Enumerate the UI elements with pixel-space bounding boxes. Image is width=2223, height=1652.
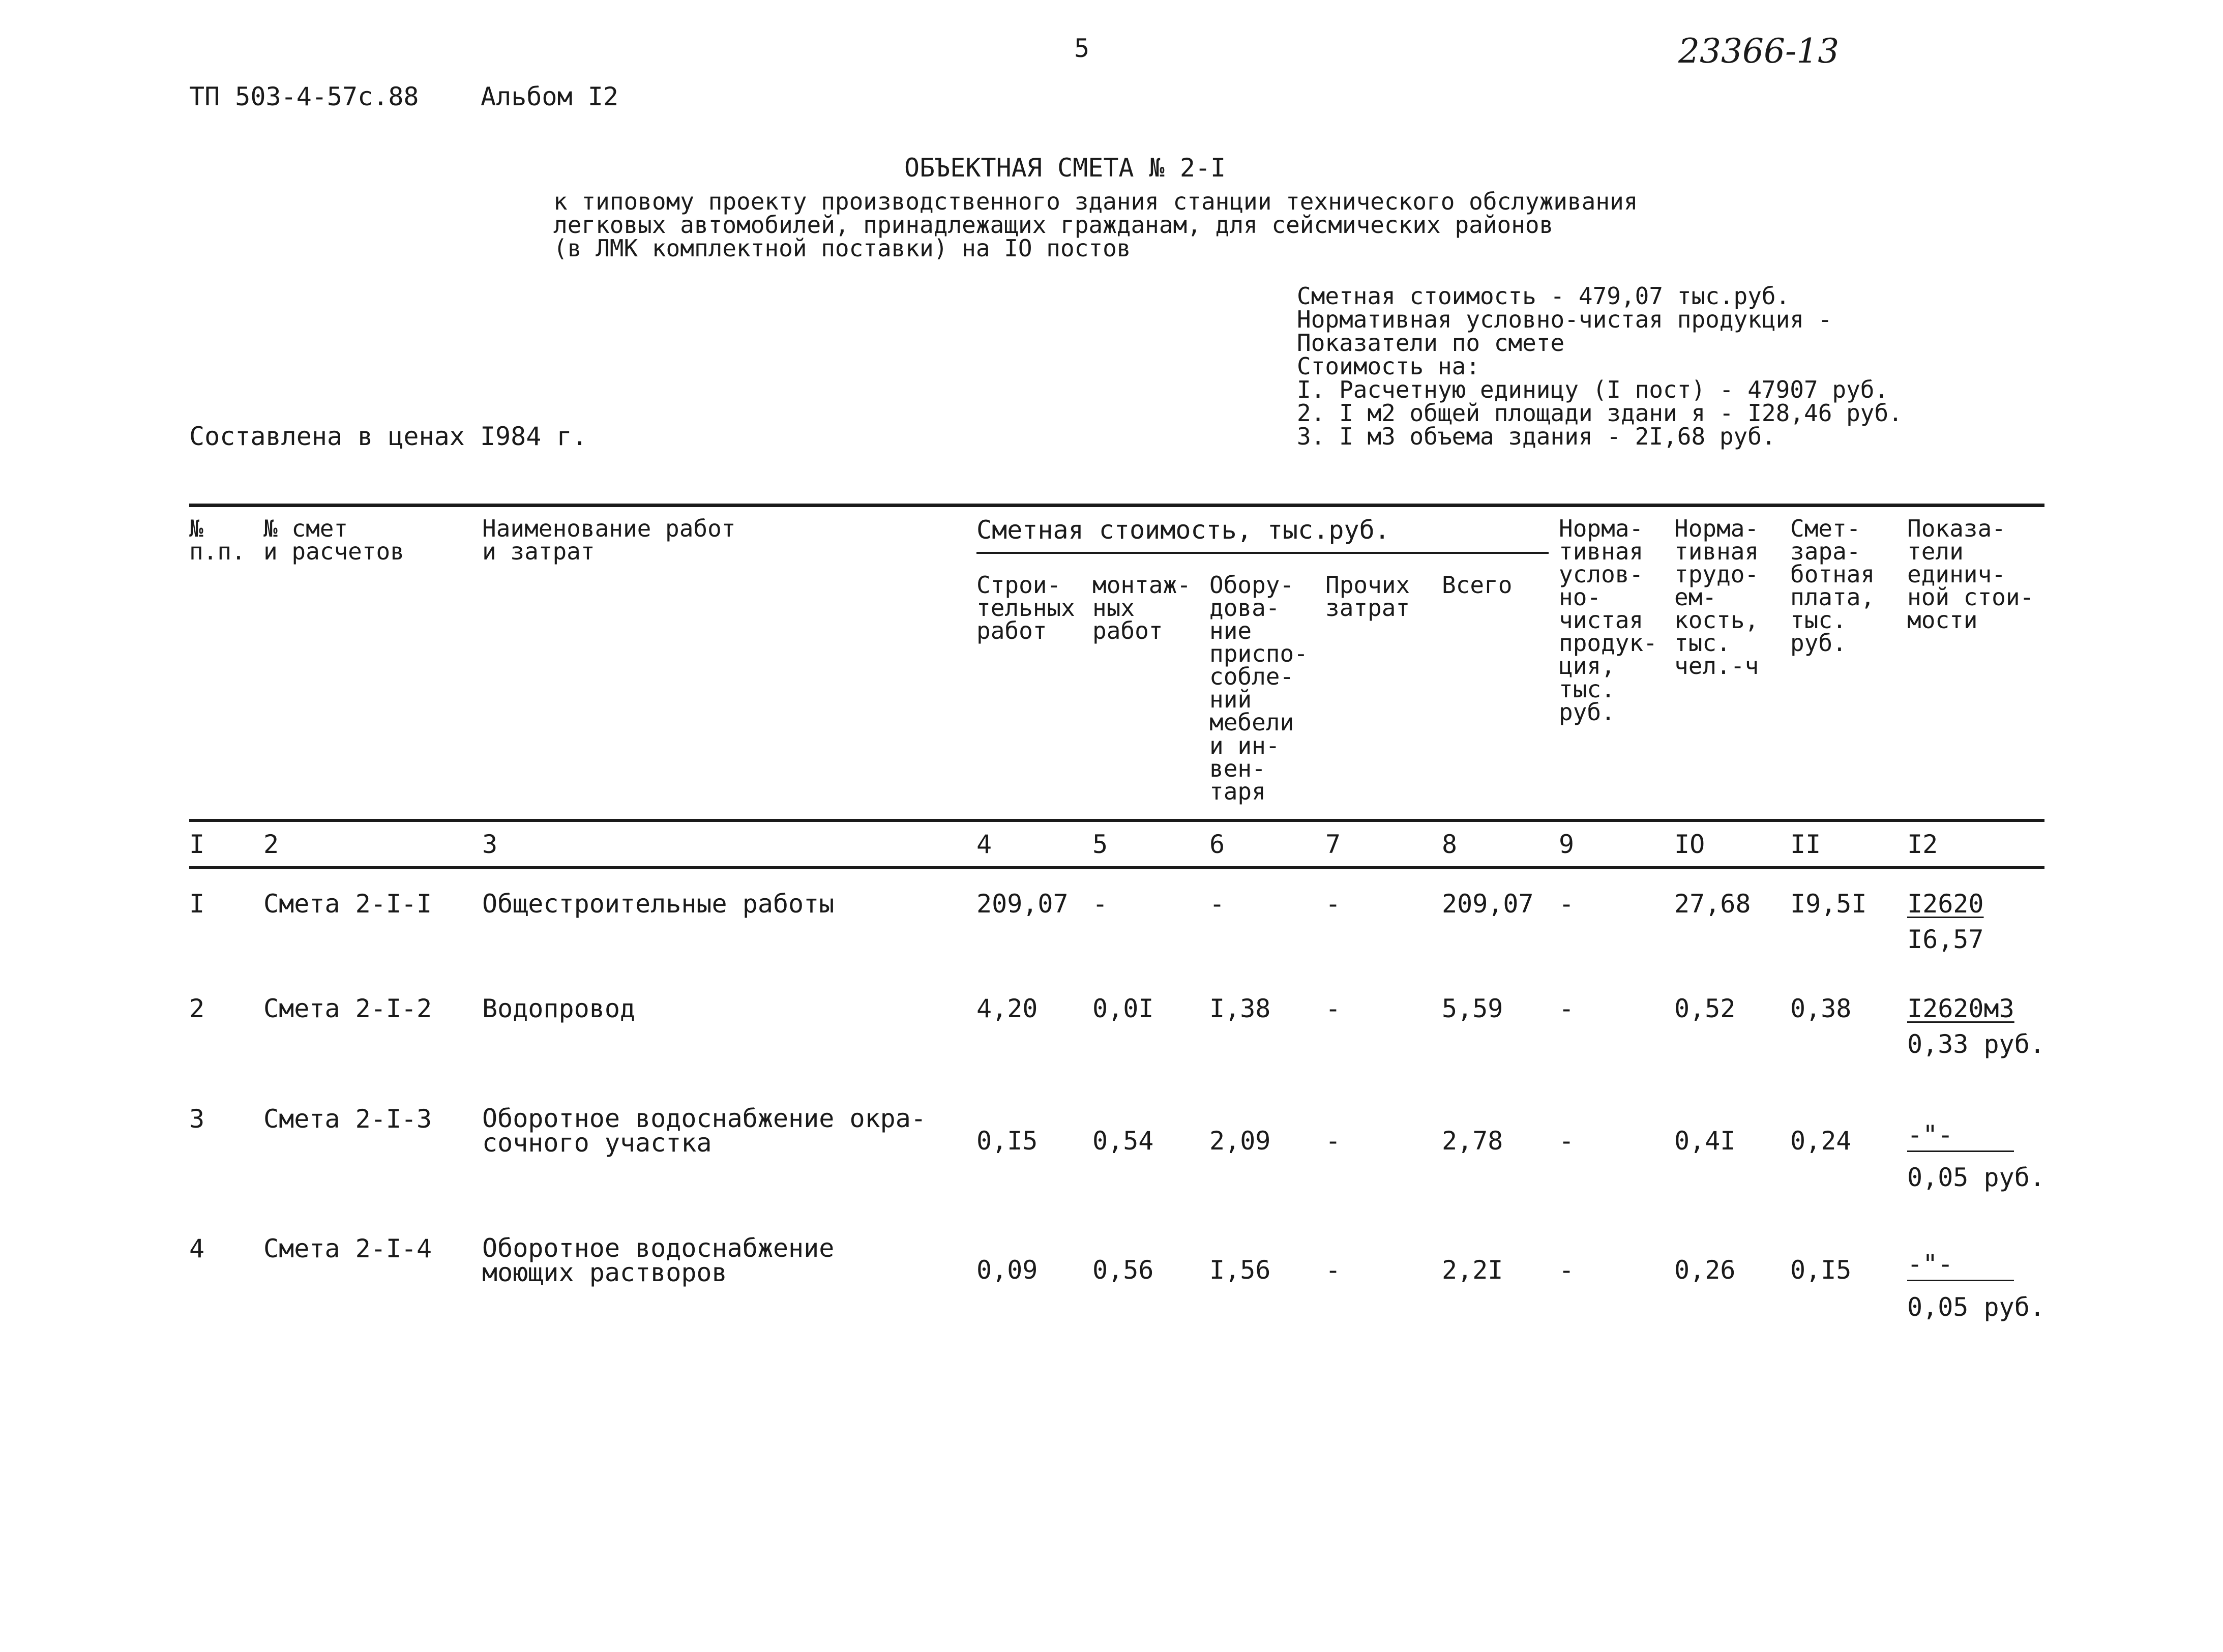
table-top-rule — [189, 504, 2044, 507]
row-construction: 0,I5 — [976, 1126, 1038, 1156]
row-work-name: Общестроительные работы — [482, 889, 835, 919]
column-number: II — [1790, 830, 1821, 859]
row-equipment: I,38 — [1209, 994, 1271, 1023]
col-header-normative-output: Норма- тивная услов- но- чистая продук- ция, тыс. руб. — [1559, 515, 1657, 726]
summary-per-m2: 2. I м2 общей площади здани я - I28,46 руб. — [1297, 399, 1903, 427]
fraction-line — [1907, 1280, 2014, 1281]
row-wages: 0,I5 — [1790, 1255, 1852, 1285]
column-number: I — [189, 830, 205, 859]
row-construction: 0,09 — [976, 1255, 1038, 1285]
col-header-total: Всего — [1442, 571, 1513, 599]
column-number: 3 — [482, 830, 498, 859]
col-header-cost-group: Сметная стоимость, тыс.руб. — [976, 515, 1390, 545]
row-estimate: Смета 2-I-I — [263, 889, 432, 919]
row-other: - — [1325, 1126, 1341, 1156]
row-total: 2,78 — [1442, 1126, 1503, 1156]
column-number-rule — [189, 866, 2044, 869]
row-number: 2 — [189, 994, 205, 1023]
column-number: I2 — [1907, 830, 1938, 859]
col-header-estimate-number: № смет и расчетов — [263, 515, 404, 566]
row-other: - — [1325, 1255, 1341, 1285]
row-unit-indicator-top: -"- — [1907, 1249, 1953, 1279]
column-number: 5 — [1092, 830, 1108, 859]
row-equipment: 2,09 — [1209, 1126, 1271, 1156]
row-installation: - — [1092, 889, 1108, 919]
row-equipment: I,56 — [1209, 1255, 1271, 1285]
col-header-installation: монтаж- ных работ — [1092, 571, 1191, 645]
prices-note: Составлена в ценах I984 г. — [189, 422, 587, 451]
column-number: 2 — [263, 830, 279, 859]
archive-number: 23366-13 — [1678, 32, 1840, 71]
row-wages: I9,5I — [1790, 889, 1867, 919]
col-header-work-name: Наименование работ и затрат — [482, 515, 736, 566]
row-unit-indicator-top: I2620м3 — [1907, 994, 2014, 1023]
row-construction: 4,20 — [976, 994, 1038, 1023]
row-total: 209,07 — [1442, 889, 1534, 919]
summary-cost-on: Стоимость на: — [1297, 352, 1480, 380]
row-total: 5,59 — [1442, 994, 1503, 1023]
row-unit-indicator-bottom: 0,33 руб. — [1907, 1029, 2045, 1059]
row-estimate: Смета 2-I-3 — [263, 1104, 432, 1134]
row-normative-output: - — [1559, 1126, 1575, 1156]
row-unit-indicator-top: -"- — [1907, 1120, 1953, 1149]
row-equipment: - — [1209, 889, 1225, 919]
fraction-line — [1907, 1150, 2014, 1152]
col-header-labor: Норма- тивная трудо- ем- кость, тыс. чел.-ч — [1674, 515, 1759, 680]
document-title: ОБЪЕКТНАЯ СМЕТА № 2-I — [904, 153, 1226, 183]
row-number: 4 — [189, 1234, 205, 1263]
row-estimate: Смета 2-I-4 — [263, 1234, 432, 1263]
page-number: 5 — [1074, 34, 1090, 63]
row-work-name: Водопровод — [482, 994, 636, 1023]
col-header-construction: Строи- тельных работ — [976, 571, 1075, 645]
col-header-number: № п.п. — [189, 515, 246, 566]
column-number: 4 — [976, 830, 992, 859]
title-line-4: (в ЛМК комплектной поставки) на IO постов — [553, 234, 1131, 262]
row-total: 2,2I — [1442, 1255, 1503, 1285]
column-number: 7 — [1325, 830, 1341, 859]
row-estimate: Смета 2-I-2 — [263, 994, 432, 1023]
row-unit-indicator-bottom: 0,05 руб. — [1907, 1292, 2045, 1322]
summary-per-unit: I. Расчетную единицу (I пост) - 47907 руб. — [1297, 376, 1889, 403]
summary-per-m3: 3. I м3 объема здания - 2I,68 руб. — [1297, 423, 1776, 450]
row-number: 3 — [189, 1104, 205, 1134]
row-other: - — [1325, 994, 1341, 1023]
row-normative-output: - — [1559, 994, 1575, 1023]
summary-indicators-heading: Показатели по смете — [1297, 329, 1565, 357]
col-header-wages: Смет- зара- ботная плата, тыс. руб. — [1790, 515, 1875, 657]
header-bottom-rule — [189, 819, 2044, 822]
row-work-name: Оборотное водоснабжение моющих растворов — [482, 1233, 835, 1287]
column-number: IO — [1674, 830, 1705, 859]
col-header-unit-indicators: Показа- тели единич- ной стои- мости — [1907, 515, 2034, 634]
col-header-other: Прочих затрат — [1325, 571, 1410, 622]
row-unit-indicator-bottom: 0,05 руб. — [1907, 1163, 2045, 1192]
row-installation: 0,0I — [1092, 994, 1154, 1023]
row-labor: 0,52 — [1674, 994, 1736, 1023]
column-number: 8 — [1442, 830, 1458, 859]
row-installation: 0,56 — [1092, 1255, 1154, 1285]
row-other: - — [1325, 889, 1341, 919]
col-header-equipment: Обору- дова- ние приспо- собле- ний мебели и ин- вен- таря — [1209, 571, 1308, 805]
title-line-3: легковых автомобилей, принадлежащих гражданам, для сейсмических районов — [553, 211, 1554, 239]
group-underline — [976, 552, 1549, 554]
row-unit-indicator-bottom: I6,57 — [1907, 925, 1984, 954]
row-wages: 0,38 — [1790, 994, 1852, 1023]
summary-estimated-cost: Сметная стоимость - 479,07 тыс.руб. — [1297, 282, 1790, 310]
row-labor: 0,4I — [1674, 1126, 1736, 1156]
column-number: 9 — [1559, 830, 1575, 859]
row-work-name: Оборотное водоснабжение окра- сочного участка — [482, 1104, 926, 1158]
summary-normative-output: Нормативная условно-чистая продукция - — [1297, 306, 1832, 333]
doc-code: ТП 503-4-57с.88 — [189, 82, 419, 111]
row-normative-output: - — [1559, 1255, 1575, 1285]
row-construction: 209,07 — [976, 889, 1069, 919]
row-normative-output: - — [1559, 889, 1575, 919]
row-labor: 0,26 — [1674, 1255, 1736, 1285]
row-labor: 27,68 — [1674, 889, 1751, 919]
row-wages: 0,24 — [1790, 1126, 1852, 1156]
row-installation: 0,54 — [1092, 1126, 1154, 1156]
row-unit-indicator-top: I2620 — [1907, 889, 1984, 919]
row-number: I — [189, 889, 205, 919]
album-label: Альбом I2 — [481, 82, 618, 111]
title-line-2: к типовому проекту производственного здания станции технического обслуживания — [553, 188, 1638, 215]
column-number: 6 — [1209, 830, 1225, 859]
